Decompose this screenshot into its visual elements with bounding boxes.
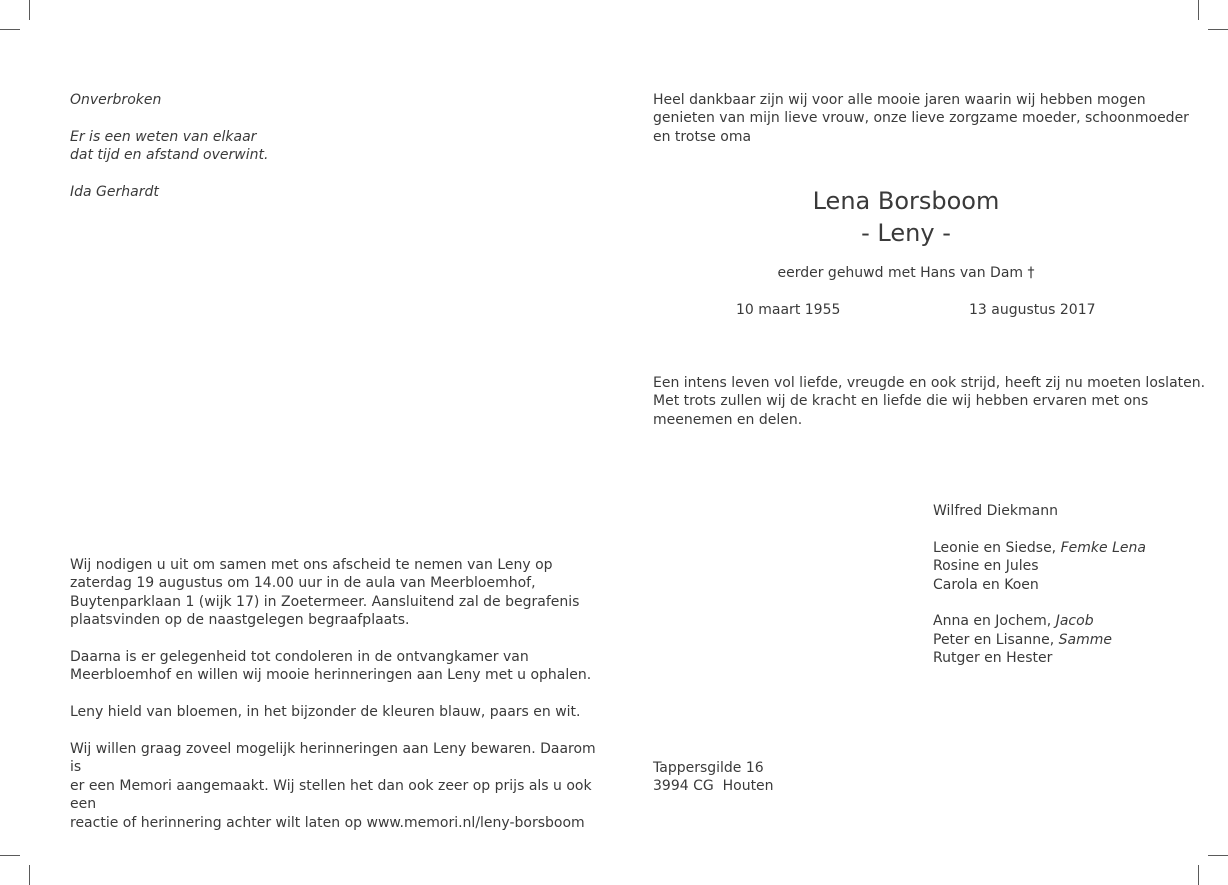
crop-mark-bottom-right: [1198, 865, 1199, 885]
closing-line: meenemen en delen.: [653, 411, 803, 428]
intro: [653, 91, 1193, 146]
marriage-note-block: [706, 264, 1106, 282]
family-row: Rutger en Hester: [933, 650, 1053, 667]
address-city: 3994 CG Houten: [653, 778, 774, 795]
crop-mark-bottom-right-h: [1208, 855, 1228, 856]
deceased-name-block: [706, 185, 1106, 249]
closing: [653, 374, 1213, 429]
invitation-line: Meerbloemhof en willen wij mooie herinneringen aan Leny met u ophalen.: [70, 667, 592, 684]
intro-line: genieten van mijn lieve vrouw, onze lieve zorgzame moeder, schoonmoeder: [653, 110, 1189, 127]
crop-mark-top-left: [29, 0, 30, 20]
poem-title: Onverbroken: [70, 92, 162, 108]
invitation-line: plaatsvinden op de naastgelegen begraafplaats.: [70, 612, 410, 629]
crop-mark-bottom-left: [29, 865, 30, 885]
crop-mark-top-left-h: [0, 29, 20, 30]
grandchild-name: Femke Lena: [1060, 539, 1146, 556]
invitation-line: er een Memori aangemaakt. Wij stellen het dan ook zeer op prijs als u ook een: [70, 777, 592, 813]
intro-line: en trotse oma: [653, 128, 752, 145]
invitation-line: zaterdag 19 augustus om 14.00 uur in de aula van Meerbloemhof,: [70, 575, 536, 592]
invitation: [70, 556, 600, 832]
crop-mark-top-right-h: [1208, 29, 1228, 30]
invitation-line: reactie of herinnering achter wilt laten op www.memori.nl/leny-borsboom: [70, 814, 585, 831]
grandchild-name: Jacob: [1055, 613, 1094, 630]
crop-mark-top-right: [1198, 0, 1199, 20]
poem-author: Ida Gerhardt: [70, 184, 159, 200]
invitation-line: Wij willen graag zoveel mogelijk herinneringen aan Leny bewaren. Daarom is: [70, 741, 596, 776]
address: [653, 759, 953, 796]
family-list: [933, 502, 1213, 668]
birth-date: 10 maart 1955: [736, 302, 841, 318]
family-row: Carola en Koen: [933, 576, 1039, 593]
death-date: 13 augustus 2017: [969, 302, 1096, 318]
deceased-name: Lena Borsboom: [812, 187, 1000, 215]
marriage-note: eerder gehuwd met Hans van Dam †: [777, 265, 1035, 281]
address-street: Tappersgilde 16: [653, 760, 764, 776]
poem-line: dat tijd en afstand overwint.: [70, 147, 269, 164]
crop-mark-bottom-left-h: [0, 855, 20, 856]
closing-line: Een intens leven vol liefde, vreugde en ook strijd, heeft zij nu moeten loslaten.: [653, 375, 1206, 391]
invitation-line: Daarna is er gelegenheid tot condoleren in de ontvangkamer van: [70, 649, 529, 666]
family-row: [933, 631, 1213, 649]
family-row: Rosine en Jules: [933, 558, 1039, 575]
intro-line: Heel dankbaar zijn wij voor alle mooie jaren waarin wij hebben mogen: [653, 92, 1146, 108]
invitation-line: Wij nodigen u uit om samen met ons afscheid te nemen van Leny op: [70, 557, 553, 573]
poem-line: Er is een weten van elkaar: [70, 128, 257, 145]
family-couple: Peter en Lisanne,: [933, 631, 1059, 648]
spouse-name: Wilfred Diekmann: [933, 503, 1058, 519]
grandchild-name: Samme: [1058, 631, 1112, 648]
deceased-nickname: - Leny -: [861, 219, 951, 247]
invitation-line: Leny hield van bloemen, in het bijzonder de kleuren blauw, paars en wit.: [70, 704, 581, 721]
poem: [70, 91, 570, 201]
family-couple: Leonie en Siedse,: [933, 539, 1061, 556]
family-row: [933, 539, 1213, 557]
family-couple: Anna en Jochem,: [933, 613, 1056, 630]
invitation-line: Buytenparklaan 1 (wijk 17) in Zoetermeer. Aansluitend zal de begrafenis: [70, 593, 580, 610]
closing-line: Met trots zullen wij de kracht en liefde die wij hebben ervaren met ons: [653, 393, 1149, 410]
family-row: [933, 612, 1213, 630]
